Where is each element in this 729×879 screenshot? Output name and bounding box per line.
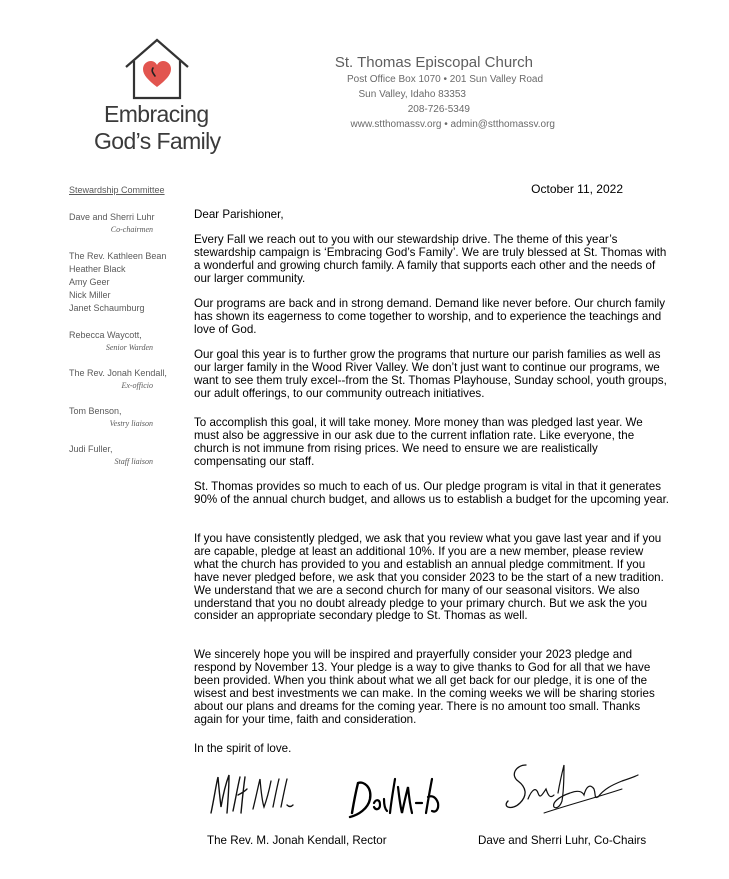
committee-heading: Stewardship Committee: [69, 185, 165, 195]
body-paragraph: Every Fall we reach out to you with our stewardship drive. The theme of this year’s stewardship campaign is ‘Embracing God’s Family’. We are truly blessed at St. Thomas with a wonderful and growing church family. A family that supports each other and the needs of our larger community.: [194, 233, 667, 285]
committee-member: The Rev. Kathleen Bean: [69, 251, 167, 261]
committee-member: Heather Black: [69, 264, 126, 274]
committee-role: Vestry liaison: [109, 419, 153, 428]
body-paragraph: To accomplish this goal, it will take money. More money than was pledged last year. We must also be aggressive in our ask due to the current inflation rate. Like everyone, the church is not immune from rising prices. We need to ensure we are realistically compensating our staff.: [194, 416, 643, 468]
body-paragraph: Our programs are back and in strong demand. Demand like never before. Our church family has shown its eagerness to come together to worship, and to experience the teachings and love of God.: [194, 297, 666, 336]
body-paragraph: If you have consistently pledged, we ask that you review what you gave last year and if you are capable, pledge at least an additional 10%. If you are a new member, please review what the church has provided to you and establish an annual pledge commitment. If you have never pledged before, we ask that you consider 2023 to be the start of a new tradition. We understand that we are a second church for many of our seasonal visitors. We also understand that you no doubt already pledge to your primary church. But we ask the you consider an appropriate secondary pledge to St. Thomas as well.: [194, 532, 664, 623]
committee-role: Staff liaison: [114, 457, 153, 466]
church-contact: www.stthomassv.org • admin@stthomassv.org: [350, 119, 555, 130]
house-heart-icon: [122, 36, 192, 102]
body-paragraph: Our goal this year is to further grow the programs that nurture our parish families as well as our larger family in the Wood River Valley. We don’t just want to continue our programs, we want to see them truly excel--from the St. Thomas Playhouse, Sunday school, youth groups, our adult offerings, to our community outreach initiatives.: [194, 348, 667, 400]
church-phone: 208-726-5349: [407, 104, 470, 115]
church-name: St. Thomas Episcopal Church: [334, 54, 533, 71]
signature-luhr: [498, 759, 640, 821]
committee-member: Judi Fuller,: [69, 444, 113, 454]
church-city: Sun Valley, Idaho 83353: [358, 89, 466, 100]
committee-member: Janet Schaumburg: [69, 303, 145, 313]
committee-member: Nick Miller: [69, 290, 111, 300]
committee-member: Rebecca Waycott,: [69, 330, 142, 340]
signature-middle: [344, 773, 444, 821]
committee-role: Senior Warden: [105, 343, 153, 352]
committee-member: Dave and Sherri Luhr: [69, 212, 155, 222]
logo-line-2: God’s Family: [94, 128, 221, 154]
signature-kendall: [205, 769, 297, 819]
salutation: Dear Parishioner,: [194, 208, 284, 221]
committee-member: Tom Benson,: [69, 406, 122, 416]
letter-date: October 11, 2022: [531, 182, 623, 196]
church-address: Post Office Box 1070 • 201 Sun Valley Road: [346, 74, 543, 85]
committee-role: Co-chairmen: [110, 225, 153, 234]
logo-line-1: Embracing: [104, 101, 209, 127]
body-paragraph: St. Thomas provides so much to each of us. Our pledge program is vital in that it generates 90% of the annual church budget, and allows us to establish a budget for the upcoming year.: [194, 480, 670, 506]
signatory-name: Dave and Sherri Luhr, Co-Chairs: [478, 834, 647, 847]
closing-line: In the spirit of love.: [194, 742, 292, 755]
committee-role: Ex-officio: [121, 381, 153, 390]
committee-member: The Rev. Jonah Kendall,: [69, 368, 167, 378]
signatory-name: The Rev. M. Jonah Kendall, Rector: [207, 834, 387, 847]
committee-member: Amy Geer: [69, 277, 110, 287]
body-paragraph: We sincerely hope you will be inspired and prayerfully consider your 2023 pledge and respond by November 13. Your pledge is a way to give thanks to God for all that we have been provided. When you think about what we all get back for our pledge, it is one of the wisest and best investments we can make. In the coming weeks we will be sharing stories about our plans and dreams for the coming year. There is no amount too small. Thanks again for your time, faith and consideration.: [194, 648, 655, 726]
